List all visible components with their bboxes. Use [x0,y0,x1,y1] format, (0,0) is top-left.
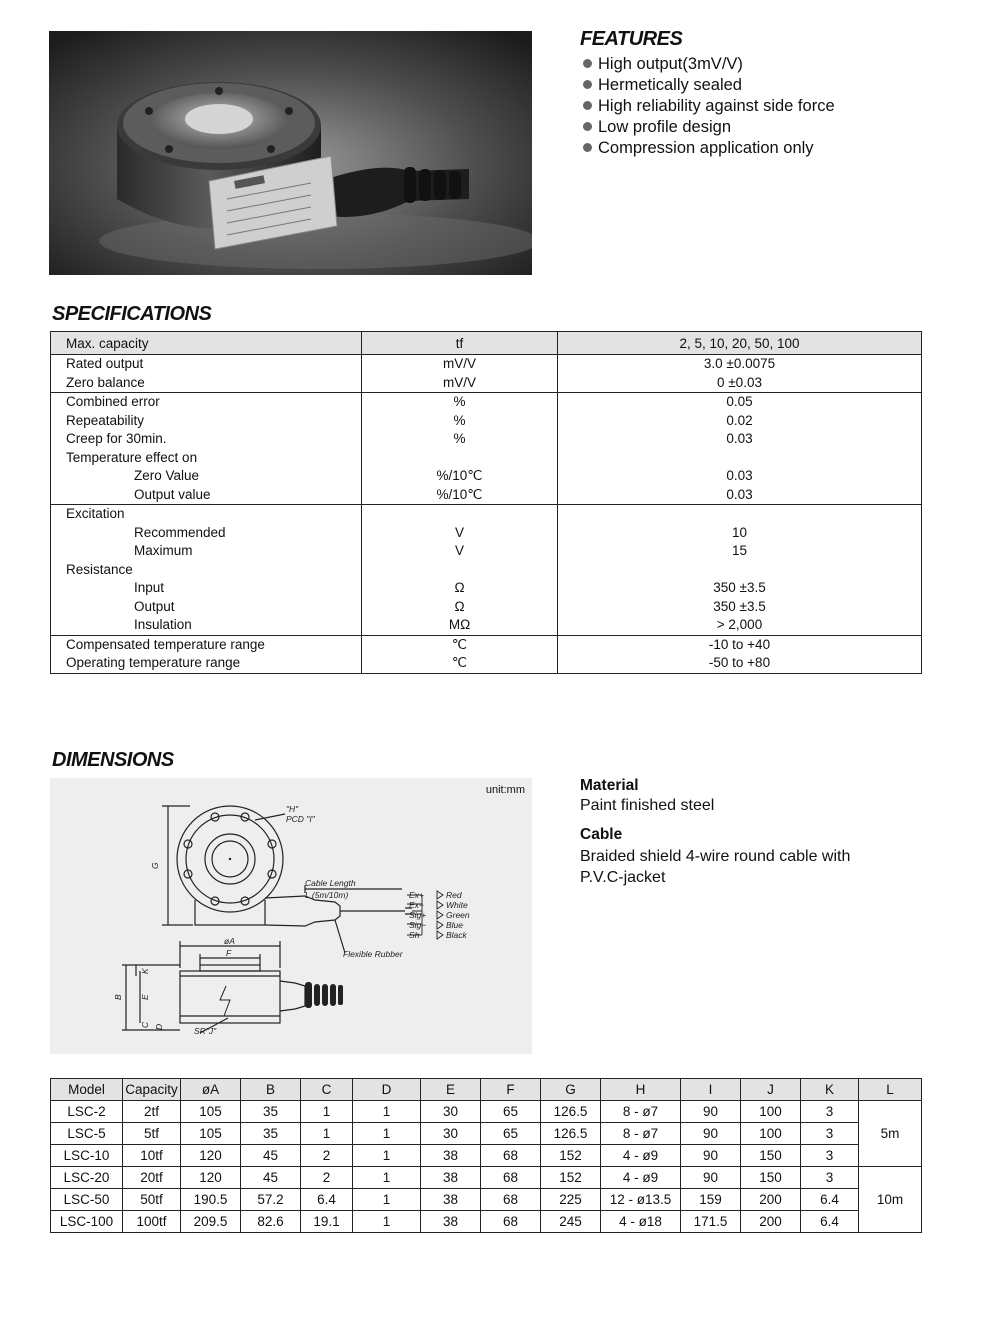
table-header-cell: Model [51,1079,123,1101]
table-header-cell: C [301,1079,353,1101]
table-cell: 6.4 [801,1189,859,1211]
table-cell: 225 [541,1189,601,1211]
table-cell: 38 [421,1189,481,1211]
spec-unit: mV/V [442,374,476,390]
label-e: E [140,994,150,1000]
dimension-drawing [50,778,532,1054]
spec-unit: %/10℃ [436,486,483,502]
table-cell: 68 [481,1145,541,1167]
spec-label: Resistance [66,561,133,577]
spec-label: Recommended [134,524,226,540]
table-cell: 120 [181,1145,241,1167]
spec-unit: % [453,431,466,446]
wire-color: Blue [446,920,464,930]
table-cell: 68 [481,1211,541,1233]
table-cell: 105 [181,1101,241,1123]
dimension-table [50,1078,922,1233]
spec-value [558,505,921,524]
material-title: Material [580,777,639,794]
spec-header-row [51,332,922,355]
table-cell: 65 [481,1123,541,1145]
table-cell-l: 10m [859,1167,922,1233]
spec-unit: V [454,543,464,558]
table-cell: 3 [801,1101,859,1123]
table-cell: 100 [741,1123,801,1145]
label-k: K [140,968,150,974]
table-cell: 1 [301,1101,353,1123]
table-cell: 45 [241,1145,301,1167]
wire-sig: Sig+ [409,910,427,920]
table-cell: 1 [353,1145,421,1167]
table-cell: 1 [301,1123,353,1145]
specifications-title: SPECIFICATIONS [52,303,212,325]
table-header-cell: Capacity [123,1079,181,1101]
table-cell: 65 [481,1101,541,1123]
cable-title: Cable [580,826,623,843]
table-row [51,1123,922,1145]
spec-value: 0.03 [726,468,753,483]
feature-item: Hermetically sealed [583,75,835,96]
table-header-cell: H [601,1079,681,1101]
spec-unit: Ω [454,580,465,595]
table-cell: 200 [741,1211,801,1233]
spec-unit: %/10℃ [436,468,483,483]
bullet-icon [583,101,592,110]
table-cell: 20tf [123,1167,181,1189]
table-cell: 6.4 [801,1211,859,1233]
table-cell: LSC-5 [51,1123,123,1145]
table-cell: 245 [541,1211,601,1233]
spec-group [51,393,922,505]
spec-unit: % [453,394,466,409]
dimensions-title: DIMENSIONS [52,749,174,771]
wire-color: White [446,900,468,910]
spec-label: Rated output [66,356,144,371]
table-cell: 209.5 [181,1211,241,1233]
spec-label: Creep for 30min. [66,431,167,446]
table-header-row [51,1079,922,1101]
feature-item: Compression application only [583,138,835,159]
table-cell: 126.5 [541,1123,601,1145]
spec-value: 10 [731,524,748,540]
bullet-icon [583,80,592,89]
table-cell: 38 [421,1167,481,1189]
table-cell: 82.6 [241,1211,301,1233]
spec-unit: MΩ [448,617,471,632]
table-cell: 4 - ø18 [601,1211,681,1233]
wire-color: Black [446,930,467,940]
table-header-cell: D [353,1079,421,1101]
table-cell: 90 [681,1145,741,1167]
spec-label: Zero balance [66,374,145,390]
table-cell: 50tf [123,1189,181,1211]
label-flexible-rubber: Flexible Rubber [343,949,403,959]
table-cell: LSC-50 [51,1189,123,1211]
table-cell: 8 - ø7 [601,1123,681,1145]
label-pcd: PCD "I" [286,814,315,824]
table-cell: 100 [741,1101,801,1123]
spec-value: 0.02 [726,412,753,428]
spec-header-label: Max. capacity [51,332,362,355]
table-cell: 12 - ø13.5 [601,1189,681,1211]
spec-unit [362,505,557,524]
table-header-cell: G [541,1079,601,1101]
table-row [51,1101,922,1123]
table-cell: 57.2 [241,1189,301,1211]
label-f: F [226,948,232,958]
feature-item: Low profile design [583,117,835,138]
table-header-cell: J [741,1079,801,1101]
spec-value [558,561,921,580]
spec-label: Input [134,580,165,595]
spec-value: 0.03 [726,486,753,502]
table-cell: 1 [353,1167,421,1189]
table-header-cell: øA [181,1079,241,1101]
spec-value: -10 to +40 [708,636,771,652]
spec-label: Temperature effect on [66,449,198,465]
table-cell: 105 [181,1123,241,1145]
table-cell: 4 - ø9 [601,1167,681,1189]
spec-value: -50 to +80 [708,655,771,670]
table-cell: 19.1 [301,1211,353,1233]
spec-label: Zero Value [134,468,200,483]
spec-unit: ℃ [451,636,468,652]
table-row [51,1167,922,1189]
spec-value: 0 ±0.03 [717,374,762,390]
table-cell: 152 [541,1167,601,1189]
feature-item: High output(3mV/V) [583,54,835,75]
spec-label: Combined error [66,394,160,409]
specifications-table [50,331,922,674]
table-cell: LSC-20 [51,1167,123,1189]
table-cell: LSC-10 [51,1145,123,1167]
table-cell: 35 [241,1101,301,1123]
table-cell: 152 [541,1145,601,1167]
table-header-cell: F [481,1079,541,1101]
table-row [51,1189,922,1211]
table-cell: 4 - ø9 [601,1145,681,1167]
spec-unit [362,561,557,580]
label-h: "H" [286,804,299,814]
spec-value: 0.05 [726,394,753,409]
wire-sig: Sig− [409,920,427,930]
spec-unit: Ω [454,598,465,614]
spec-unit [362,449,557,468]
label-c: C [140,1021,150,1028]
spec-unit: ℃ [451,655,468,670]
spec-unit: % [453,412,466,428]
table-cell: 90 [681,1101,741,1123]
table-cell: 30 [421,1123,481,1145]
bullet-icon [583,59,592,68]
spec-group [51,355,922,393]
table-cell: 3 [801,1123,859,1145]
wire-sig: Ex− [409,900,424,910]
label-b: B [113,994,123,1000]
spec-value: 350 ±3.5 [713,580,766,595]
table-cell: 1 [353,1189,421,1211]
features-list [583,54,835,159]
table-cell: LSC-100 [51,1211,123,1233]
spec-label: Excitation [66,506,125,521]
table-cell: 3 [801,1167,859,1189]
table-cell: 2tf [123,1101,181,1123]
table-cell: 1 [353,1123,421,1145]
spec-label: Output value [134,486,211,502]
table-cell: 90 [681,1123,741,1145]
table-cell: 2 [301,1167,353,1189]
table-cell: 3 [801,1145,859,1167]
bullet-icon [583,122,592,131]
table-row [51,1145,922,1167]
table-cell: 8 - ø7 [601,1101,681,1123]
label-cable-length: Cable Length [305,878,356,888]
table-cell: 171.5 [681,1211,741,1233]
table-cell: 68 [481,1189,541,1211]
table-cell: LSC-2 [51,1101,123,1123]
product-photo [49,31,532,275]
label-sr: SR"J" [194,1026,217,1036]
spec-label: Compensated temperature range [66,636,265,652]
features-title: FEATURES [580,28,683,50]
table-cell: 150 [741,1167,801,1189]
table-cell: 1 [353,1101,421,1123]
table-cell: 6.4 [301,1189,353,1211]
feature-item: High reliability against side force [583,96,835,117]
spec-label: Insulation [134,617,192,632]
label-d: D [154,1023,164,1030]
table-cell: 30 [421,1101,481,1123]
spec-value: > 2,000 [716,617,763,632]
table-cell: 35 [241,1123,301,1145]
label-a: øA [224,936,235,946]
table-header-cell: I [681,1079,741,1101]
table-cell: 2 [301,1145,353,1167]
spec-unit: mV/V [442,356,476,371]
spec-label: Maximum [134,543,193,558]
spec-value: 15 [731,543,748,558]
table-cell: 38 [421,1211,481,1233]
table-cell: 10tf [123,1145,181,1167]
wire-sig: Ex+ [409,890,424,900]
table-cell: 150 [741,1145,801,1167]
unit-label: unit:mm [485,784,525,796]
label-cable-l: L (5m/10m) [305,890,349,900]
table-header-cell: B [241,1079,301,1101]
table-cell: 159 [681,1189,741,1211]
bullet-icon [583,143,592,152]
table-cell: 100tf [123,1211,181,1233]
spec-value [558,449,921,468]
wire-color: Green [446,910,470,920]
table-cell: 38 [421,1145,481,1167]
spec-header-unit: tf [362,332,558,355]
spec-group [51,505,922,636]
table-row [51,1211,922,1233]
spec-label: Output [134,598,175,614]
table-cell: 200 [741,1189,801,1211]
spec-label: Repeatability [66,412,145,428]
spec-unit: V [454,524,464,540]
table-cell-l: 5m [859,1101,922,1167]
table-header-cell: K [801,1079,859,1101]
table-cell: 90 [681,1167,741,1189]
spec-value: 3.0 ±0.0075 [703,356,776,371]
spec-label: Operating temperature range [66,655,241,670]
table-header-cell: E [421,1079,481,1101]
table-cell: 68 [481,1167,541,1189]
spec-value: 350 ±3.5 [713,598,766,614]
table-cell: 45 [241,1167,301,1189]
wire-color: Red [446,890,462,900]
wire-sig: Sh [409,930,420,940]
table-cell: 126.5 [541,1101,601,1123]
table-cell: 120 [181,1167,241,1189]
table-header-cell: L [859,1079,922,1101]
table-cell: 5tf [123,1123,181,1145]
spec-header-value: 2, 5, 10, 20, 50, 100 [558,332,922,355]
spec-value: 0.03 [726,431,753,446]
label-g: G [150,862,160,869]
material-value: Paint finished steel [580,797,715,814]
spec-group [51,635,922,673]
table-cell: 190.5 [181,1189,241,1211]
table-cell: 1 [353,1211,421,1233]
cable-value: Braided shield 4-wire round cable with P.V.C-jacket [580,848,851,886]
